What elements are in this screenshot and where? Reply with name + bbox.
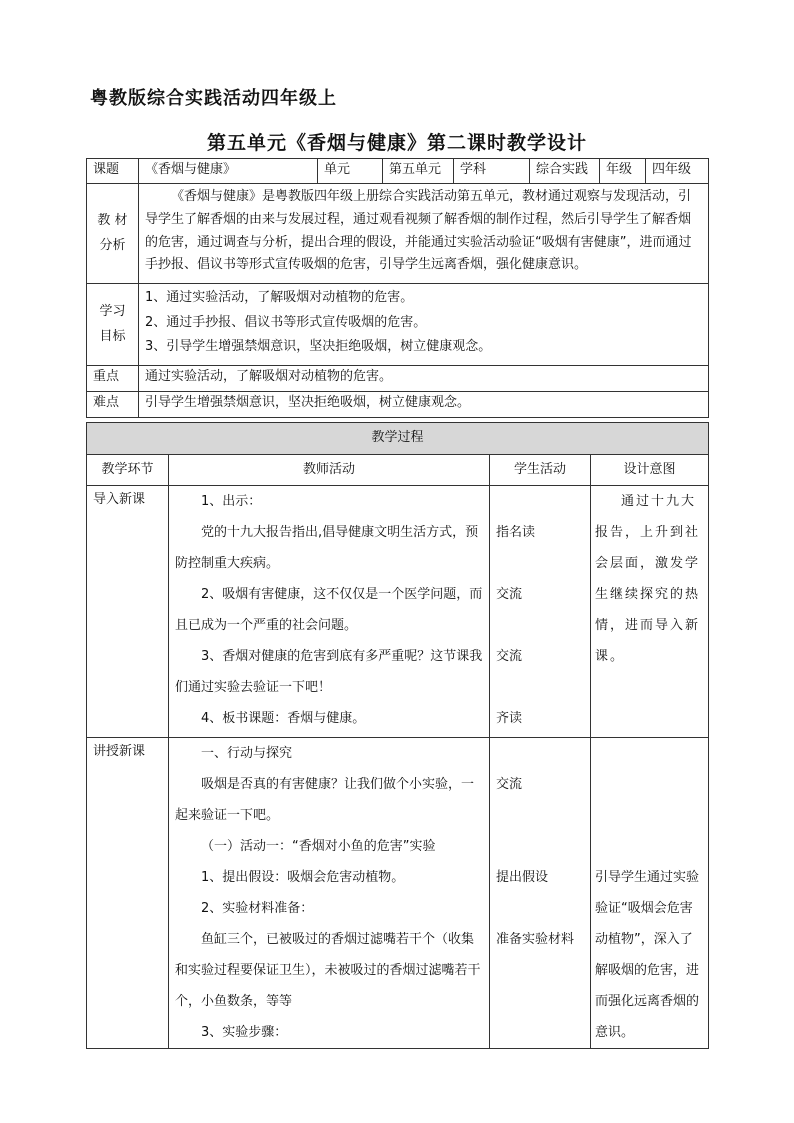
stage-intro: 导入新课 xyxy=(87,486,169,738)
objectives-list xyxy=(139,284,709,366)
header-stage: 教学环节 xyxy=(87,455,169,486)
student-line: 齐读 xyxy=(496,711,523,726)
subject-label: 学科 xyxy=(454,159,530,184)
header-intent: 设计意图 xyxy=(591,455,709,486)
page-title: 第五单元《香烟与健康》第二课时教学设计 xyxy=(206,132,587,154)
header-teacher: 教师活动 xyxy=(169,455,490,486)
difficulty-text: 引导学生增强禁烟意识，坚决拒绝吸烟，树立健康观念。 xyxy=(139,392,709,418)
objective-item: 2、通过手抄报、倡议书等形式宣传吸烟的危害。 xyxy=(145,314,427,330)
subject-value: 综合实践 xyxy=(530,159,600,184)
teacher-line: （一）活动一：“香烟对小鱼的危害”实验 xyxy=(201,839,436,854)
topic-label: 课题 xyxy=(87,159,139,184)
student-line: 交流 xyxy=(496,587,523,602)
objective-item: 3、引导学生增强禁烟意识，坚决拒绝吸烟，树立健康观念。 xyxy=(145,339,492,355)
student-line: 指名读 xyxy=(496,525,536,540)
teacher-activity-intro xyxy=(169,486,490,738)
student-line: 交流 xyxy=(496,777,523,792)
objectives-label: 学习 目标 xyxy=(87,284,139,366)
difficulty-label: 难点 xyxy=(87,392,139,418)
teacher-line: 党的十九大报告指出,倡导健康文明生活方式，预防控制重大疾病。 xyxy=(175,525,479,571)
unit-label: 单元 xyxy=(318,159,383,184)
design-intent-new xyxy=(591,738,709,1049)
student-activity-new xyxy=(490,738,591,1049)
grade-value: 四年级 xyxy=(646,159,709,184)
student-line: 提出假设 xyxy=(496,870,549,885)
teacher-line: 2、吸烟有害健康，这不仅仅是一个医学问题，而且已成为一个严重的社会问题。 xyxy=(175,587,483,633)
teacher-line: 2、实验材料准备： xyxy=(201,901,314,916)
stage-new-lesson: 讲授新课 xyxy=(87,738,169,1049)
teacher-line: 鱼缸三个，已被吸过的香烟过滤嘴若干个（收集和实验过程要保证卫生），未被吸过的香烟过滤嘴若干个，小鱼数条，等等 xyxy=(175,932,481,1009)
intent-text: 引导学生通过实验验证“吸烟会危害动植物”，深入了解吸烟的危害，进而强化远离香烟的意识。 xyxy=(595,870,700,1040)
intent-text: 通过十九大报告，上升到社会层面，激发学生继续探究的热情，进而导入新课。 xyxy=(595,494,701,664)
process-title: 教学过程 xyxy=(87,423,709,455)
teacher-line: 1、提出假设：吸烟会危害动植物。 xyxy=(201,870,405,885)
analysis-label: 教 材 分析 xyxy=(87,184,139,284)
analysis-text: 《香烟与健康》是粤教版四年级上册综合实践活动第五单元，教材通过观察与发现活动，引导学生了解香烟的由来与发展过程，通过观看视频了解香烟的制作过程，然后引导学生了解香烟的危害，通过调查与分析，提出合理的假设，并能通过实验活动验证“吸烟有害健康”，进而通过手抄报、倡议书等形式宣传吸烟的危害，引导学生远离香烟，强化健康意识。 xyxy=(139,184,709,284)
unit-value: 第五单元 xyxy=(383,159,454,184)
header-student: 学生活动 xyxy=(490,455,591,486)
teacher-line: 一、行动与探究 xyxy=(201,746,293,761)
grade-label: 年级 xyxy=(600,159,646,184)
teacher-line: 吸烟是否真的有害健康？让我们做个小实验，一起来验证一下吧。 xyxy=(175,777,475,823)
student-line: 交流 xyxy=(496,649,523,664)
design-intent-intro xyxy=(591,486,709,738)
student-line: 准备实验材料 xyxy=(496,932,575,947)
teacher-line: 3、实验步骤： xyxy=(201,1025,288,1040)
teacher-line: 4、板书课题：香烟与健康。 xyxy=(201,711,366,726)
student-activity-intro xyxy=(490,486,591,738)
key-point-text: 通过实验活动，了解吸烟对动植物的危害。 xyxy=(139,366,709,392)
teacher-activity-new xyxy=(169,738,490,1049)
teacher-line: 3、香烟对健康的危害到底有多严重呢？这节课我们通过实验去验证一下吧！ xyxy=(175,649,483,695)
objective-item: 1、通过实验活动，了解吸烟对动植物的危害。 xyxy=(145,290,414,305)
topic-value: 《香烟与健康》 xyxy=(139,159,318,184)
document-header: 粤教版综合实践活动四年级上 xyxy=(90,88,337,109)
info-table xyxy=(86,158,709,418)
key-point-label: 重点 xyxy=(87,366,139,392)
process-table xyxy=(86,422,709,1049)
teacher-line: 1、出示： xyxy=(201,494,262,509)
